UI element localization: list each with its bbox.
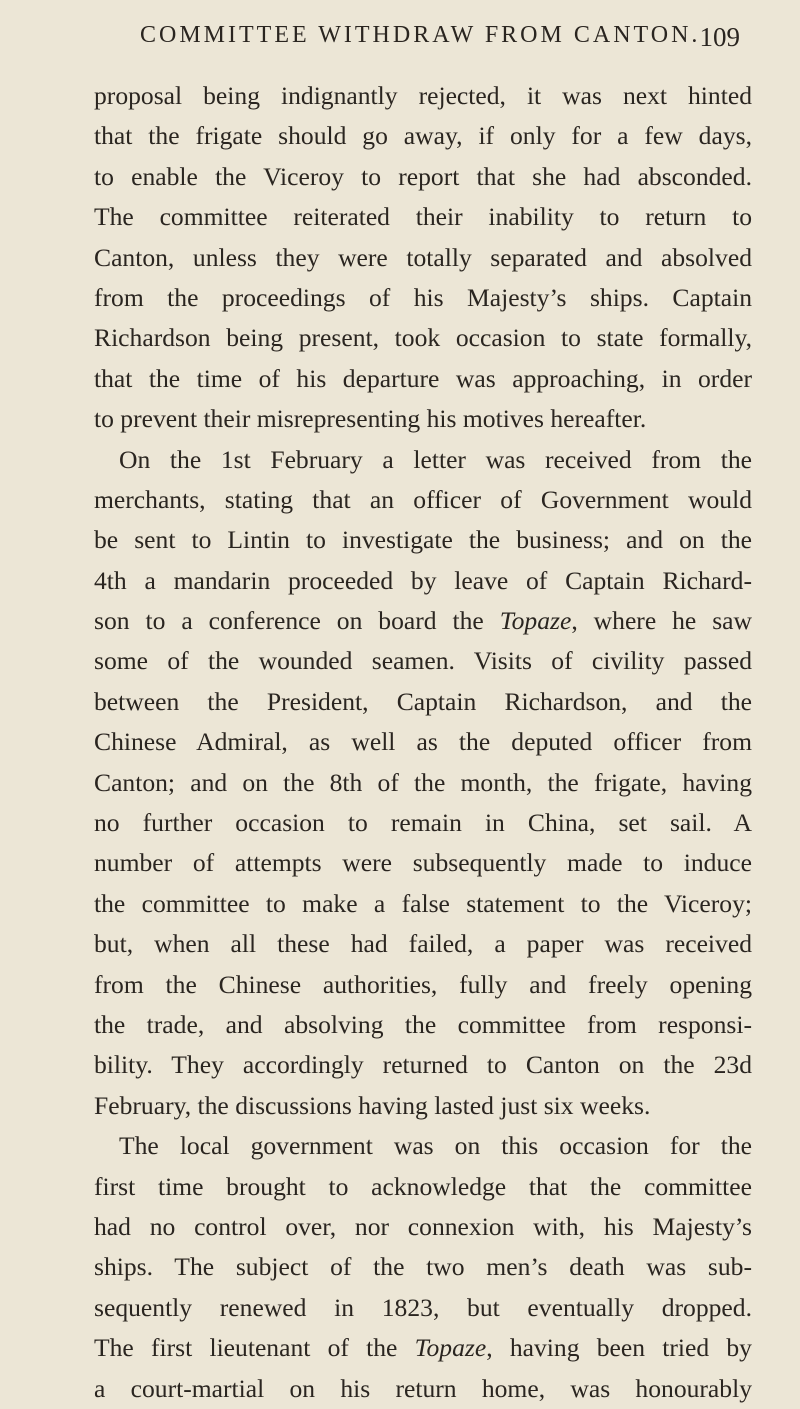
text-line: February, the discussions having lasted just six weeks. [94, 1090, 651, 1120]
text-line: be sent to Lintin to investigate the business; and on the [94, 525, 752, 555]
text-line: On the 1st February a letter was received from the [119, 444, 752, 474]
text-line: Richardson being present, took occasion to state formally, [94, 323, 752, 353]
text-line: some of the wounded seamen. Visits of civility passed [94, 646, 752, 676]
text-line: between the President, Captain Richardson, and the [94, 686, 752, 716]
text-line: from the proceedings of his Majesty’s ships. Captain [94, 282, 752, 312]
text-line: no further occasion to remain in China, set sail. A [94, 808, 752, 838]
text-line: but, when all these had failed, a paper was received [94, 929, 752, 959]
text-line: that the time of his departure was approaching, in order [94, 363, 752, 393]
text-line: Canton; and on the 8th of the month, the frigate, having [94, 767, 752, 797]
text-line: ships. The subject of the two men’s death was sub- [94, 1252, 752, 1282]
text-line: The first lieutenant of the Topaze, having been tried by [94, 1333, 752, 1363]
text-line: from the Chinese authorities, fully and freely opening [94, 969, 752, 999]
text-line: bility. They accordingly returned to Canton on the 23d [94, 1050, 752, 1080]
body-text [94, 76, 752, 1409]
text-line: the committee to make a false statement to the Viceroy; [94, 888, 752, 918]
running-title: COMMITTEE WITHDRAW FROM CANTON. [140, 22, 701, 48]
text-line: The local government was on this occasion for the [119, 1131, 752, 1161]
page-number: 109 [699, 22, 740, 52]
text-line: 4th a mandarin proceeded by leave of Captain Richard- [94, 565, 752, 595]
text-line: The committee reiterated their inability to return to [94, 202, 752, 232]
text-line: proposal being indignantly rejected, it was next hinted [94, 81, 752, 110]
text-line: the trade, and absolving the committee from responsi- [94, 1009, 752, 1039]
text-line: Chinese Admiral, as well as the deputed officer from [94, 727, 752, 757]
text-line: number of attempts were subsequently made to induce [94, 848, 752, 878]
text-line: son to a conference on board the Topaze, where he saw [94, 606, 753, 636]
text-line: sequently renewed in 1823, but eventually dropped. [94, 1292, 752, 1322]
running-header [140, 22, 740, 52]
text-line: Canton, unless they were totally separated and absolved [94, 242, 752, 272]
text-line: to enable the Viceroy to report that she had absconded. [94, 161, 752, 191]
text-line: merchants, stating that an officer of Government would [94, 484, 752, 514]
text-line: a court-martial on his return home, was honourably [94, 1373, 752, 1403]
text-line: to prevent their misrepresenting his motives hereafter. [94, 404, 647, 434]
text-line: had no control over, nor connexion with, his Majesty’s [94, 1211, 752, 1241]
text-line: that the frigate should go away, if only for a few days, [94, 121, 752, 151]
text-line: first time brought to acknowledge that the committee [94, 1171, 752, 1201]
